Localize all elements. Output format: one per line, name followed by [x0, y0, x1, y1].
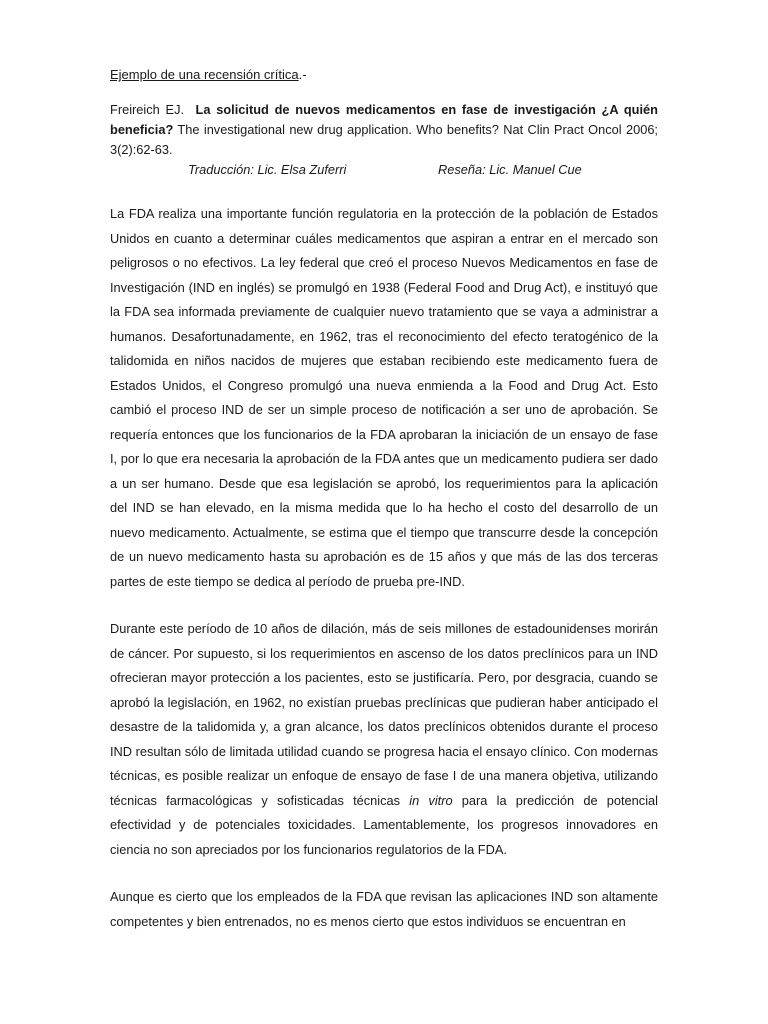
paragraph-2-part-2: para la predicción de potencial efectividad y de potenciales toxicidades. Lamentablemente, los progresos innovadores en ciencia no son apreciados por los funcionarios regulatorios de la FDA.	[110, 792, 658, 857]
review-credit: Reseña: Lic. Manuel Cue	[438, 162, 582, 177]
paragraph-2-part-1: Durante este período de 10 años de dilación, más de seis millones de estadounidenses morirán de cáncer. Por supuesto, si los requerimientos en ascenso de los datos preclínicos para un IND ofrecieran mayor protección a los pacientes, esto se justificaría. Pero, por desgracia, cuando se aprobó la legislación, en 1962, no existían pruebas preclínicas que pudieran haber anticipado el desastre de la talidomida y, a gran alcance, los datos preclínicos obtenidos durante el proceso IND resultan sólo de limitada utilidad cuando se progresa hacia el ensayo clínico. Con modernas técnicas, es posible realizar un enfoque de ensayo de fase I de una manera objetiva, utilizando técnicas farmacológicas y sofisticadas técnicas	[110, 621, 658, 808]
translation-credit: Traducción: Lic. Elsa Zuferri	[188, 162, 347, 177]
document-title	[110, 66, 658, 84]
paragraph-2-italic: in vitro	[409, 792, 453, 808]
article-reference	[110, 100, 658, 160]
credits-line	[110, 160, 658, 180]
document-title-text: Ejemplo de una recensión crítica	[110, 67, 299, 82]
paragraph-1: La FDA realiza una importante función regulatoria en la protección de la población de Estados Unidos en cuanto a determinar cuáles medicamentos que aspiran a entrar en el mercado son peligrosos o no efectivos. La ley federal que creó el proceso Nuevos Medicamentos en fase de Investigación (IND en inglés) se promulgó en 1938 (Federal Food and Drug Act), e instituyó que la FDA sea informada previamente de cualquier nuevo tratamiento que se vaya a administrar a humanos. Desafortunadamente, en 1962, tras el reconocimiento del efecto teratogénico de la talidomida en niños nacidos de mujeres que estaban recibiendo este medicamento fuera de Estados Unidos, el Congreso promulgó una nueva enmienda a la Food and Drug Act. Esto cambió el proceso IND de ser un simple proceso de notificación a ser uno de aprobación. Se requería entonces que los funcionarios de la FDA aprobaran la iniciación de un ensayo de fase I, por lo que era necesaria la aprobación de la FDA antes que un medicamento pudiera ser dado a un ser humano. Desde que esa legislación se aprobó, los requerimientos para la aplicación del IND se han elevado, en la misma medida que lo ha hecho el costo del desarrollo de un nuevo medicamento. Actualmente, se estima que el tiempo que transcurre desde la concepción de un nuevo medicamento hasta su aprobación es de 15 años y que más de las dos terceras partes de este tiempo se dedica al período de prueba pre-IND.	[110, 206, 658, 589]
paragraph-2	[110, 617, 658, 862]
paragraph-3: Aunque es cierto que los empleados de la FDA que revisan las aplicaciones IND son altamente competentes y bien entrenados, no es menos cierto que estos individuos se encuentran en	[110, 889, 658, 929]
reference-author: Freireich EJ.	[110, 102, 185, 117]
reference-english-title-source: The investigational new drug application. Who benefits? Nat Clin Pract Oncol 2006; 3(2):62-63.	[110, 122, 658, 157]
document-title-suffix: .-	[298, 67, 307, 82]
reference-spanish-title: La solicitud de nuevos medicamentos en fase de investigación ¿A quién beneficia?	[110, 102, 658, 137]
